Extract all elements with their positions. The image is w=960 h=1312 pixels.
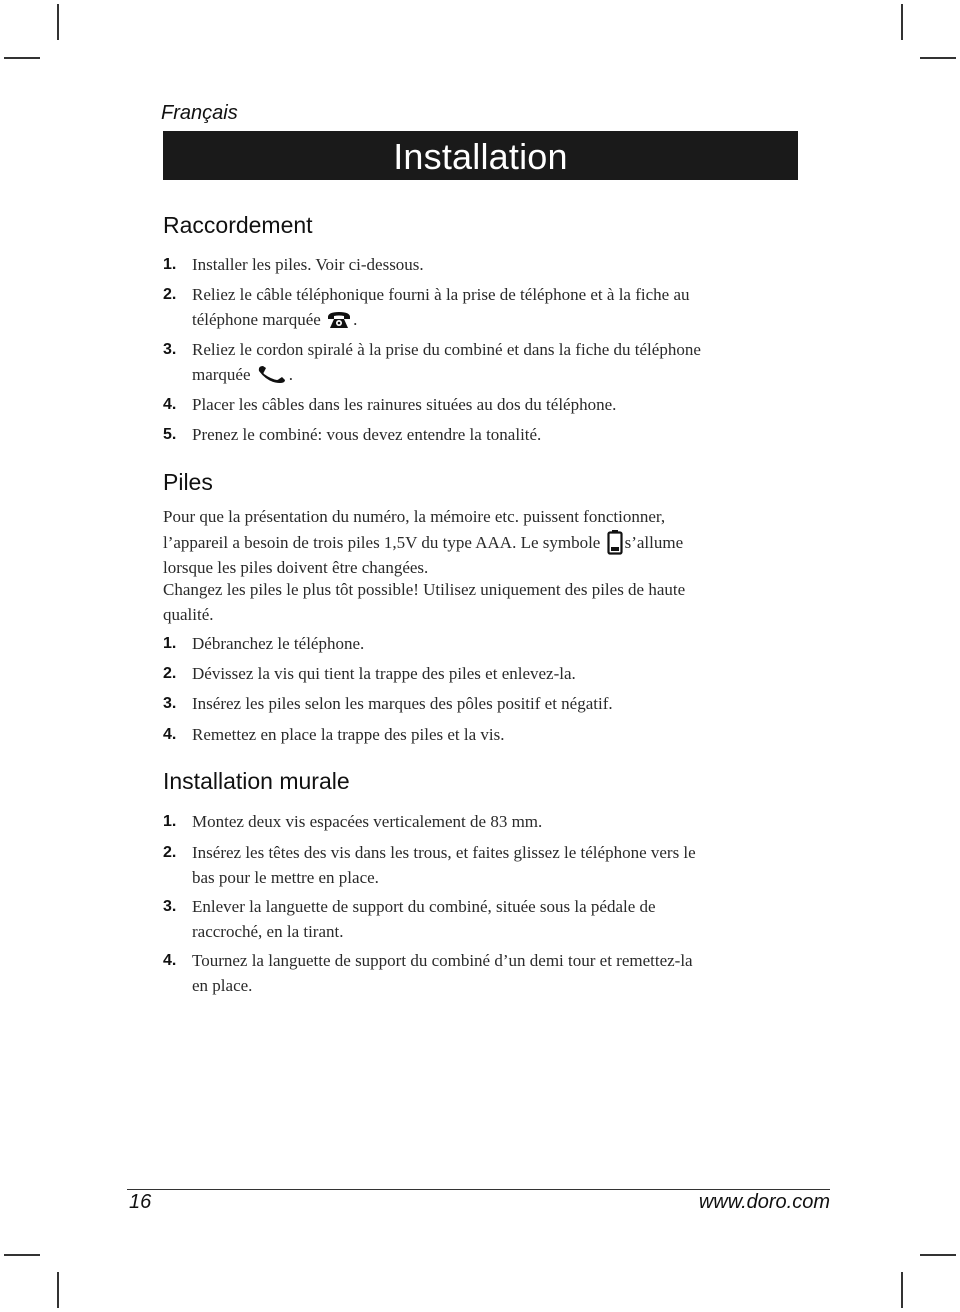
list-item: 2. Reliez le câble téléphonique fourni à la prise de téléphone et à la fiche au téléphone marquée . bbox=[163, 285, 690, 329]
page-title: Installation bbox=[393, 136, 568, 177]
list-item: 5. Prenez le combiné: vous devez entendre la tonalité. bbox=[163, 425, 542, 444]
battery-low-icon bbox=[607, 529, 623, 555]
piles-intro: Pour que la présentation du numéro, la mémoire etc. puissent fonctionner, l’appareil a besoin de trois piles 1,5V du type AAA. Le symbole s’allume lorsque les piles doivent être changées. bbox=[163, 507, 684, 577]
list-item: 3. Enlever la languette de support du combiné, située sous la pédale de raccroché, en la tirant. bbox=[163, 897, 656, 941]
list-item: 1. Débranchez le téléphone. bbox=[163, 634, 365, 653]
page-number: 16 bbox=[129, 1191, 152, 1213]
crop-mark bbox=[4, 57, 40, 59]
footer-divider bbox=[127, 1189, 830, 1190]
section-banner bbox=[163, 131, 798, 180]
list-item: 3. Reliez le cordon spiralé à la prise du combiné et dans la fiche du téléphone marquée . bbox=[163, 340, 701, 384]
crop-mark bbox=[57, 4, 59, 40]
list-item: 1. Installer les piles. Voir ci-dessous. bbox=[163, 255, 424, 274]
list-item: 1. Montez deux vis espacées verticalement de 83 mm. bbox=[163, 812, 543, 831]
crop-mark bbox=[901, 1272, 903, 1308]
handset-icon bbox=[257, 364, 287, 384]
language-label: Français bbox=[161, 102, 238, 124]
crop-mark bbox=[920, 1254, 956, 1256]
list-item: 2. Dévissez la vis qui tient la trappe des piles et enlevez-la. bbox=[163, 664, 576, 683]
list-item: 2. Insérez les têtes des vis dans les trous, et faites glissez le téléphone vers le bas pour le mettre en place. bbox=[163, 843, 696, 887]
list-item: 4. Placer les câbles dans les rainures situées au dos du téléphone. bbox=[163, 395, 617, 414]
crop-mark bbox=[920, 57, 956, 59]
crop-mark bbox=[901, 4, 903, 40]
crop-mark bbox=[4, 1254, 40, 1256]
list-item: 3. Insérez les piles selon les marques des pôles positif et négatif. bbox=[163, 694, 613, 713]
crop-mark bbox=[57, 1272, 59, 1308]
section-heading-piles: Piles bbox=[163, 469, 213, 495]
piles-note: Changez les piles le plus tôt possible! Utilisez uniquement des piles de haute qualité. bbox=[163, 580, 686, 624]
section-heading-murale: Installation murale bbox=[163, 768, 350, 794]
telephone-icon bbox=[327, 311, 351, 329]
section-heading-raccordement: Raccordement bbox=[163, 212, 313, 238]
website-link[interactable]: www.doro.com bbox=[698, 1191, 830, 1213]
list-item: 4. Remettez en place la trappe des piles et la vis. bbox=[163, 725, 505, 744]
list-item: 4. Tournez la languette de support du combiné d’un demi tour et remettez-la en place. bbox=[163, 951, 693, 995]
